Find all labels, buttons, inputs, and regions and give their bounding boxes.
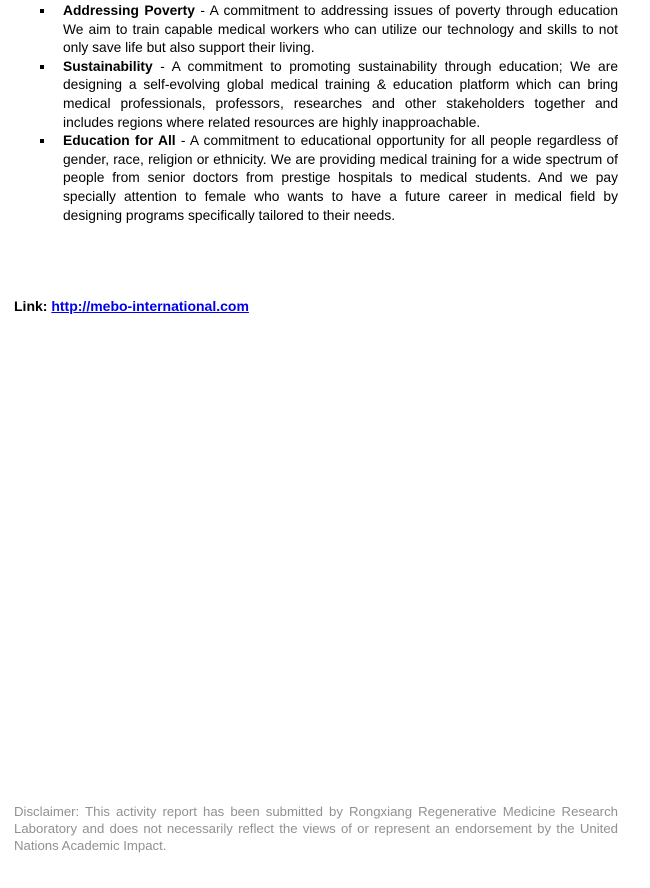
bullet-text: - A commitment to educational opportunity for all people regardless of gender, race, religion or ethnicity. We are providing medical training for a wide spectrum of people from senior doctors from prestige hospitals to medical students. And we pay specially attention to female who wants to have a future career in medical field by designing programs specifically tailored to their needs. [63,133,618,223]
link-line [14,297,249,315]
bullet-term: Education for All [63,133,176,149]
bullet-text: - A commitment to addressing issues of poverty through education We aim to train capable medical workers who can utilize our technology and skills to not only save life but also support their living. [63,3,619,56]
bullet-term: Addressing Poverty [63,3,195,18]
bullet-item-sustainability [38,58,618,132]
bullet-text: - A commitment to promoting sustainability through education; We are designing a self-evolving global medical training & education platform which can bring medical professionals, professors, researches and other stakeholders together and includes regions where related resources are highly inapproachable. [63,58,618,130]
commitments-bullet-list [38,2,618,225]
disclaimer-text: Disclaimer: This activity report has been submitted by Rongxiang Regenerative Medicine Research Laboratory and does not necessarily reflect the views of or represent an endorsement by the United Nations Academic Impact. [14,804,618,853]
bullet-item-addressing-poverty [38,2,618,58]
mebo-international-link[interactable]: http://mebo-international.com [51,298,249,314]
link-label: Link: [14,298,48,314]
bullet-term: Sustainability [63,58,153,74]
bullet-item-education-for-all [38,132,618,225]
